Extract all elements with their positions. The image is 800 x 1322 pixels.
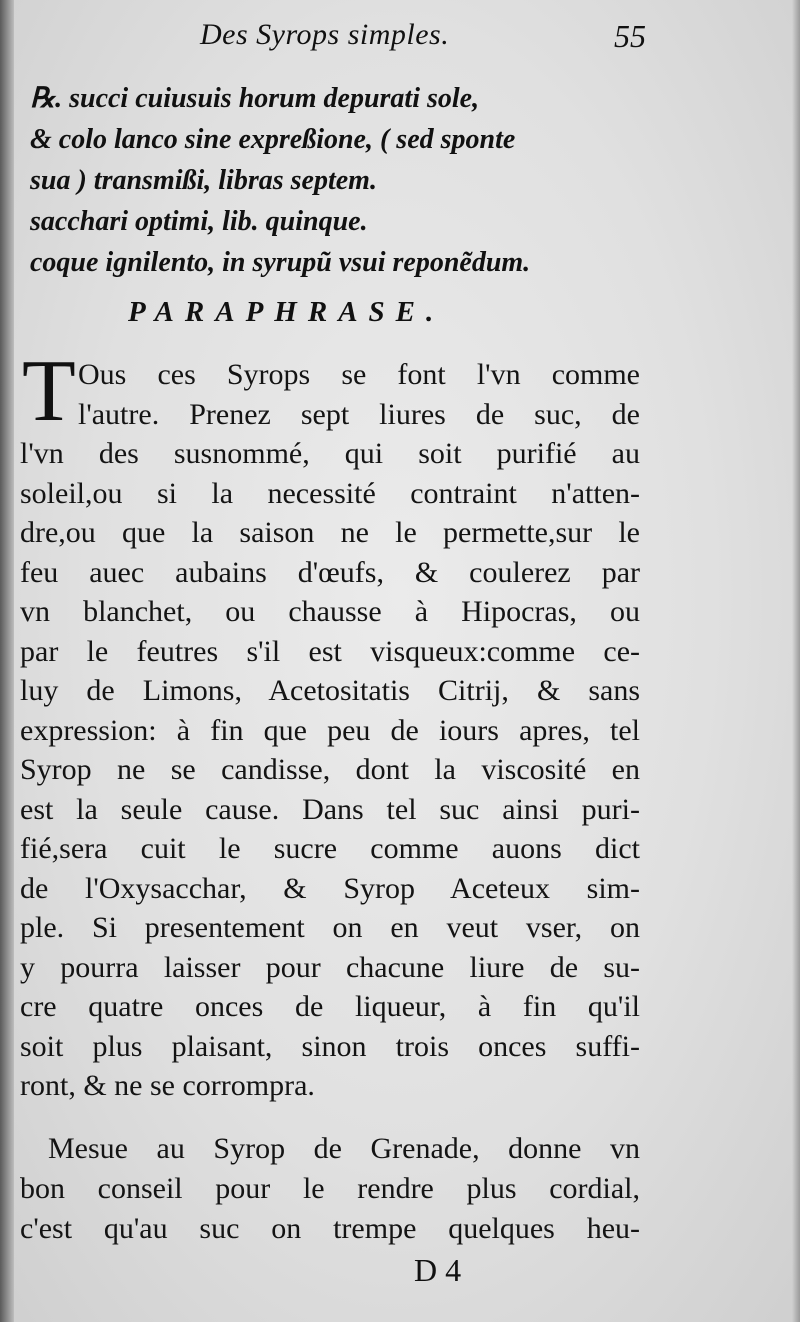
text-line: l'autre. Prenez sept liures de suc, de xyxy=(78,397,640,431)
text-line: l'vn des susnommé, qui soit purifié au xyxy=(20,437,640,470)
text-line: soleil,ou si la necessité contraint n'atten- xyxy=(20,476,640,510)
text-line: par le feutres s'il est visqueux:comme ce- xyxy=(20,634,640,668)
text-line: luy de Limons, Acetositatis Citrij, & sans xyxy=(20,674,640,707)
text-line: bon conseil pour le rendre plus cordial, xyxy=(20,1172,640,1205)
recipe-line: & colo lanco sine expreßione, ( sed sponte xyxy=(30,124,516,155)
text-line: vn blanchet, ou chausse à Hipocras, ou xyxy=(20,595,640,628)
text-line: Mesue au Syrop de Grenade, donne vn xyxy=(48,1132,640,1165)
text-line: expression: à fin que peu de iours apres, tel xyxy=(20,713,640,747)
text-line: est la seule cause. Dans tel suc ainsi puri- xyxy=(20,792,640,826)
signature-mark: D 4 xyxy=(414,1252,462,1288)
drop-cap: T xyxy=(22,343,76,440)
recipe-line: ℞. succi cuiusuis horum depurati sole, xyxy=(30,83,480,114)
running-title: Des Syrops simples. xyxy=(200,18,450,51)
recipe-line: sua ) transmißi, libras septem. xyxy=(30,165,377,196)
text-line: Ous ces Syrops se font l'vn comme xyxy=(78,358,640,391)
page-number: 55 xyxy=(614,18,646,54)
text-line: c'est qu'au suc on trempe quelques heu- xyxy=(20,1212,640,1245)
text-line: fié,sera cuit le sucre comme auons dict xyxy=(20,832,640,865)
text-line: Syrop ne se candisse, dont la viscosité en xyxy=(20,753,640,786)
text-line: ront, & ne se corrompra. xyxy=(20,1069,315,1102)
text-line: de l'Oxysacchar, & Syrop Aceteux sim- xyxy=(20,871,640,905)
text-line: ple. Si presentement on en veut vser, on xyxy=(20,911,640,944)
text-line: cre quatre onces de liqueur, à fin qu'il xyxy=(20,990,640,1023)
text-line: dre,ou que la saison ne le permette,sur le xyxy=(20,516,640,549)
paraphrase-paragraph xyxy=(20,355,640,1106)
mesue-paragraph xyxy=(20,1129,640,1249)
latin-recipe xyxy=(30,78,650,283)
text-line: y pourra laisser pour chacune liure de su- xyxy=(20,950,640,984)
recipe-line: sacchari optimi, lib. quinque. xyxy=(30,206,368,237)
recipe-line: coque ignilento, in syrupũ vsui reponẽdum. xyxy=(30,247,531,278)
text-line: feu auec aubains d'œufs, & coulerez par xyxy=(20,555,640,589)
text-line: soit plus plaisant, sinon trois onces suffi- xyxy=(20,1029,640,1063)
section-heading: PARAPHRASE. xyxy=(128,296,445,328)
